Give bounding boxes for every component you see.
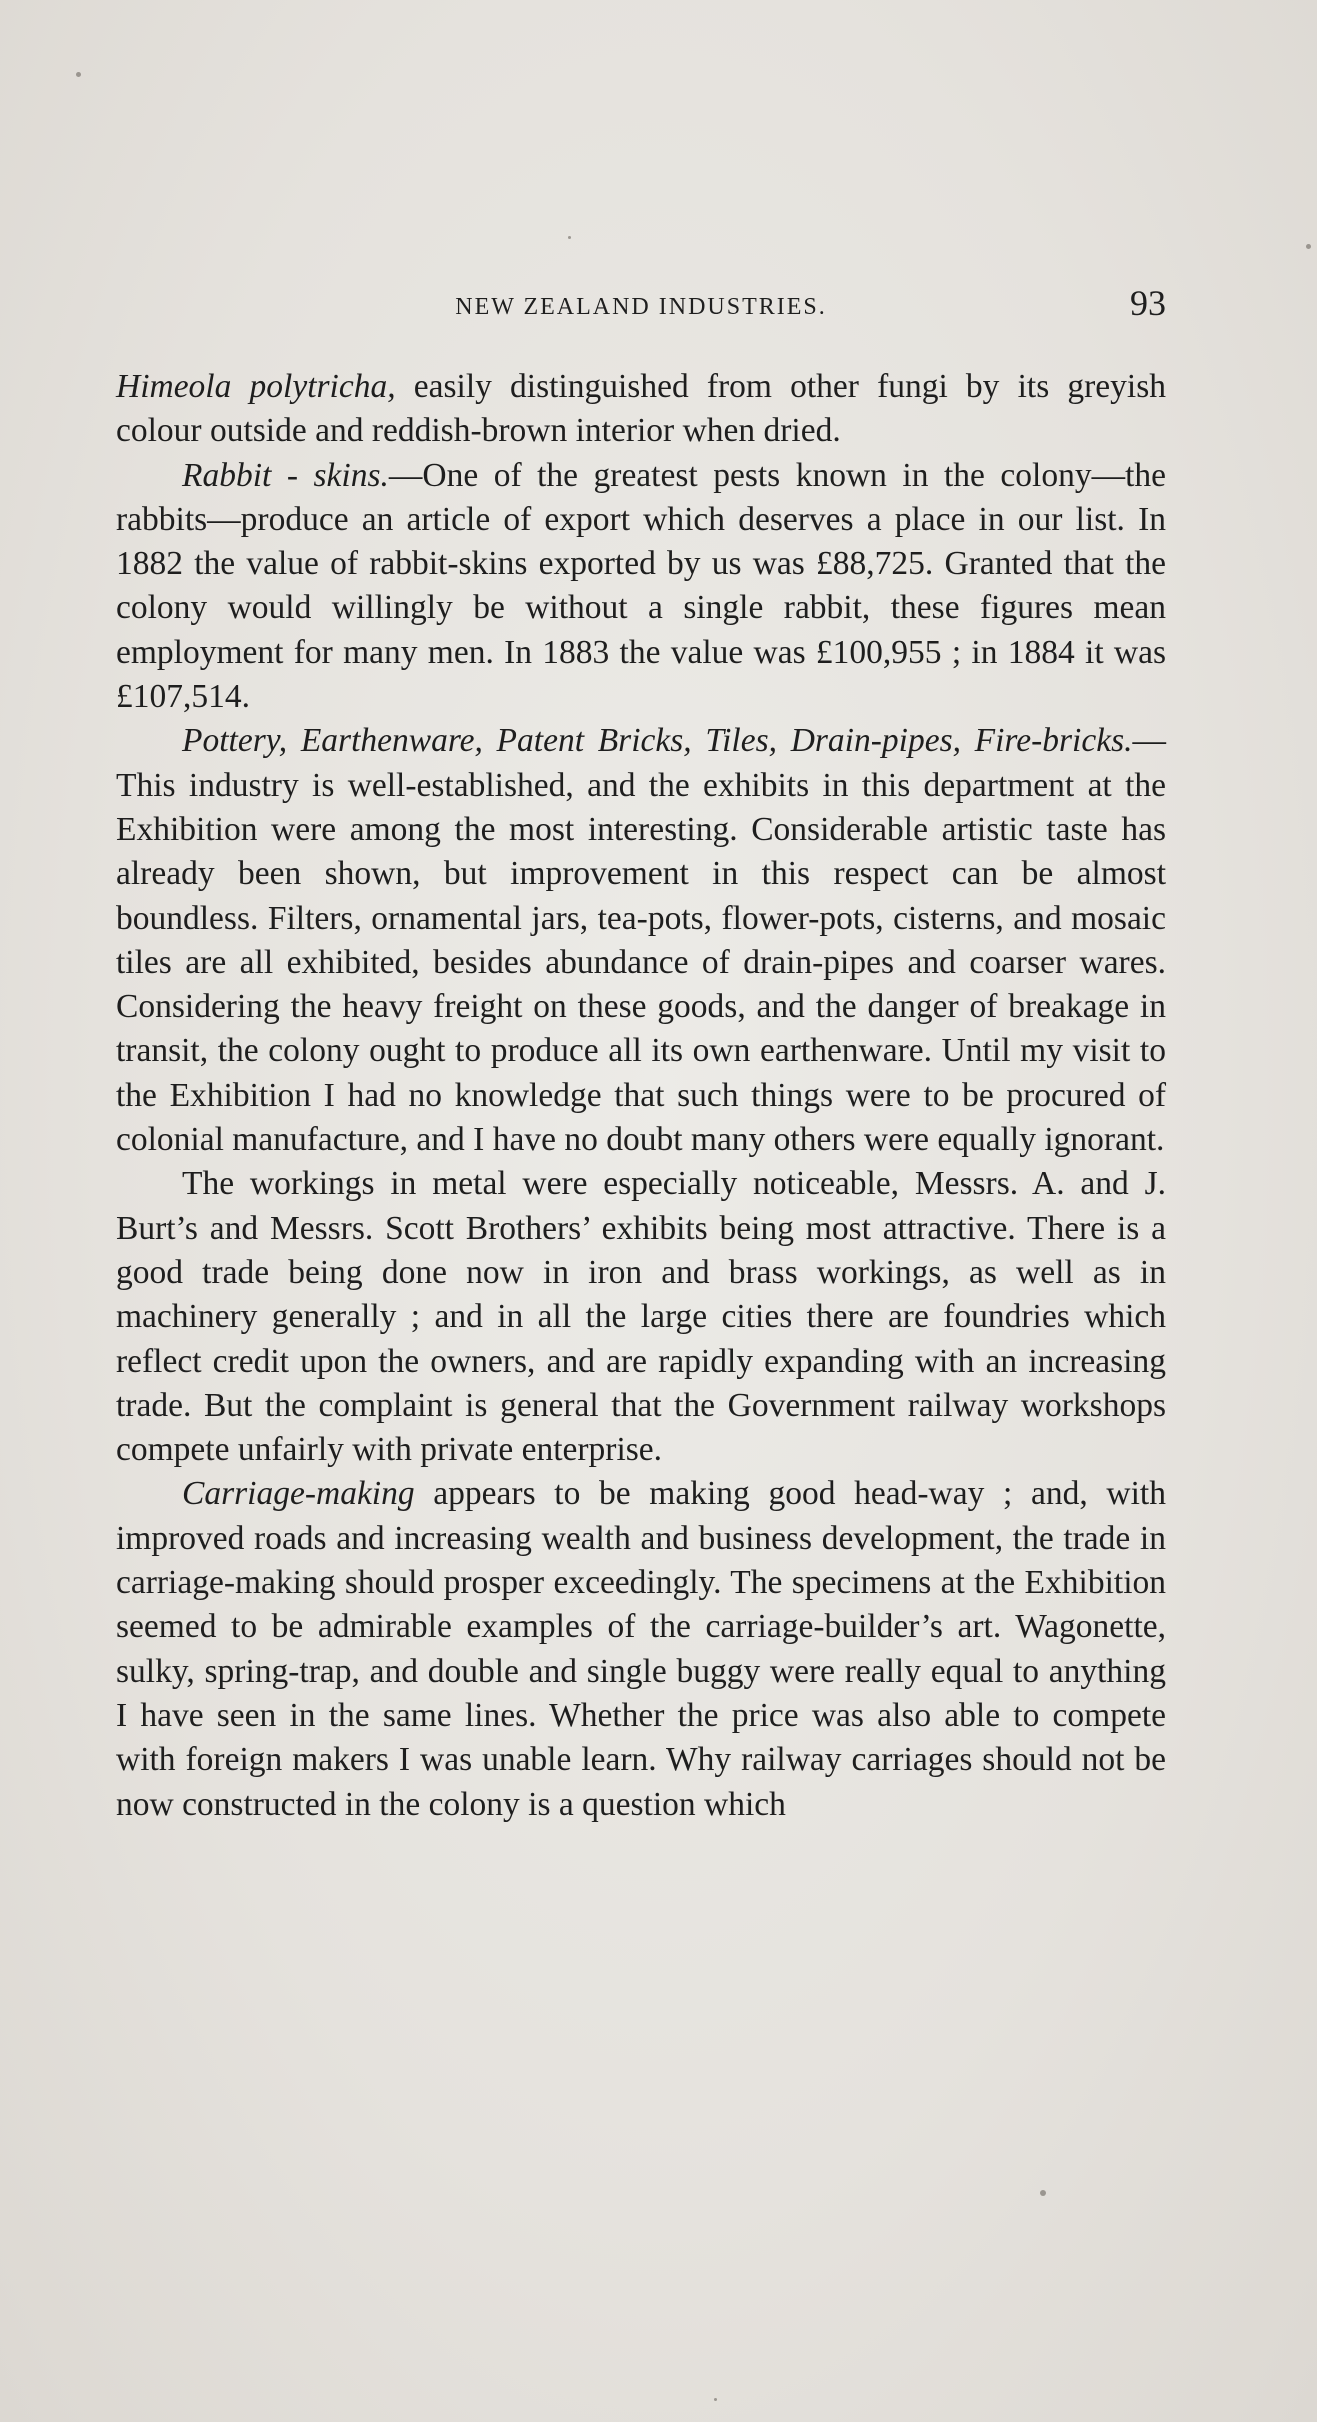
paragraph-text: The workings in metal were especially noticeable, Messrs. A. and J. Burt’s and Messrs. Scott Brothers’ exhibits being most attractive. There is a good trade being done now in iron and brass workings, as well as in machinery generally ; and in all the large cities there are foundries which reflect credit upon the owners, and are rapidly expanding with an increasing trade. But the complaint is general that the Government railway workshops compete unfairly with private enterprise. bbox=[116, 1165, 1166, 1469]
paper-speck bbox=[76, 72, 81, 77]
paper-speck bbox=[1306, 244, 1311, 249]
page-header bbox=[116, 282, 1166, 332]
paragraph-carriage-making bbox=[116, 1472, 1166, 1826]
paper-speck bbox=[714, 2398, 717, 2401]
paragraph-text: appears to be making good head-way ; and, with improved roads and increasing wealth and business development, the trade in carriage-making should prosper exceedingly. The specimens at the Exhibition seemed to be admirable examples of the carriage-builder’s art. Wagonette, sulky, spring-trap, and double and single buggy were really equal to anything I have seen in the same lines. Whether the price was also able to compete with foreign makers I was unable learn. Why railway carriages should not be now constructed in the colony is a question which bbox=[116, 1475, 1166, 1823]
page-body bbox=[116, 365, 1166, 1827]
paragraph-text: easily distinguished from other fungi by its greyish colour outside and reddish-brown interior when dried. bbox=[116, 368, 1166, 450]
paper-speck bbox=[1040, 2190, 1046, 2196]
paragraph-fungi bbox=[116, 365, 1166, 454]
paragraph-text: —This industry is well-established, and the exhibits in this department at the Exhibition were among the most interesting. Considerable artistic taste has already been shown, but improvement in this respect can be almost boundless. Filters, ornamental jars, tea-pots, flower-pots, cisterns, and mosaic tiles are all exhibited, besides abundance of drain-pipes and coarser wares. Considering the heavy freight on these goods, and the danger of breakage in transit, the colony ought to produce all its own earthenware. Until my visit to the Exhibition I had no knowledge that such things were to be procured of colonial manufacture, and I have no doubt many others were equally ignorant. bbox=[116, 722, 1166, 1159]
paragraph-lead: Carriage-making bbox=[182, 1475, 415, 1513]
running-title: NEW ZEALAND INDUSTRIES. bbox=[455, 294, 827, 320]
paragraph-metal-workings bbox=[116, 1162, 1166, 1472]
paragraph-rabbit-skins bbox=[116, 454, 1166, 720]
paper-speck bbox=[568, 236, 571, 239]
page-number: 93 bbox=[1130, 283, 1166, 323]
paragraph-lead: Pottery, Earthenware, Patent Bricks, Tiles, Drain-pipes, Fire-bricks. bbox=[182, 722, 1133, 760]
paragraph-lead: Rabbit - skins. bbox=[182, 456, 389, 494]
paragraph-pottery bbox=[116, 719, 1166, 1162]
paragraph-text: —One of the greatest pests known in the colony—the rabbits—produce an article of export which deserves a place in our list. In 1882 the value of rabbit-skins exported by us was £88,725. Granted that the colony would willingly be without a single rabbit, these figures mean employment for many men. In 1883 the value was £100,955 ; in 1884 it was £107,514. bbox=[116, 456, 1166, 716]
paragraph-lead: Himeola polytricha, bbox=[116, 368, 396, 405]
